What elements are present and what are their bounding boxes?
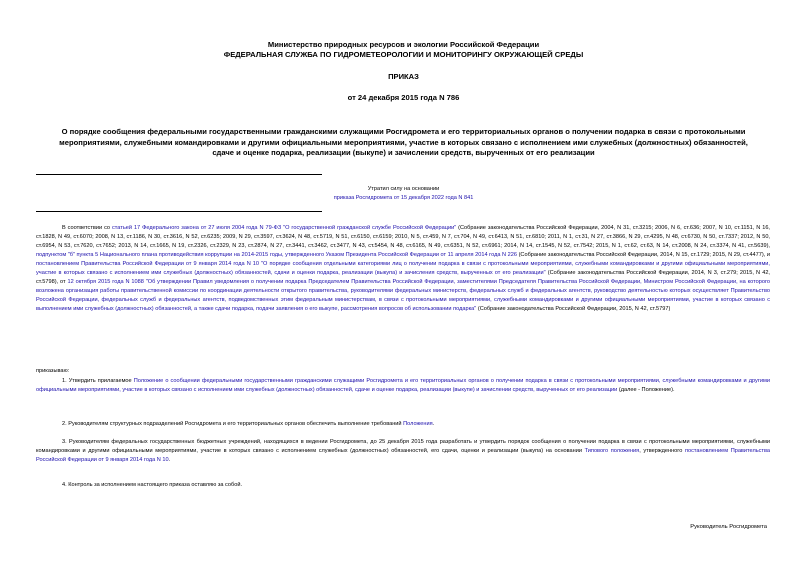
doc-type: ПРИКАЗ (388, 72, 419, 81)
preamble-text-2: (Собрание законодательства Российской Федерации, 2004, N 31, ст.3215; 2006, N 6, ст.636; 2007, N 10, ст.1151, N 16, ст.1828, N 49, ст.6070; 2008, N 13, ст.1186, N 30, ст.3616, N 52, ст.6235; 2009, N 29, ст.3597, ст.3624, N 48, ст.5719, N 51, ст.6150, ст.6159; 2010, N 5, ст.459, N 7, ст.704, N 49, ст.6413, N 51, ст.6810; 2011, N 1, ст.31, N 27, ст.3866, N 29, ст.4295, N 48, ст.6730, N 50, ст.7337; 2012, N 50, ст.6954, N 53, ст.7620, ст.7652; 2013, N 14, ст.1665, N 19, ст.2326, ст.2329, N 23, ст.2874, N 27, ст.3441, ст.3462, ст.3477, N 43, ст.5454, N 48, ст.6165, N 49, ст.6351, N 52, ст.6961; 2014, N 14, ст.1545, N 52, ст.7542; 2015, N 1, ст.62, ст.63, N 14, ст.2008, N 24, ст.3374, N 41, ст.5639), (36, 225, 770, 249)
decree-10-link[interactable]: постановлением Правительства Российской Федерации от 9 января 2014 года N 10 (36, 448, 771, 463)
item-3-text-2: , утвержденного (639, 448, 685, 454)
preamble-text-3: (Собрание законодательства Российской Федерации, 2014, N 15, ст.1729; 2015, N 29, ст.4477), и (516, 252, 770, 258)
ministry-heading: Министерство природных ресурсов и экологии Российской Федерации (267, 40, 540, 49)
status-note-line2 (0, 194, 807, 203)
regulation-requirements-link[interactable]: Положения (403, 421, 433, 427)
item-1-text-1: 1. Утвердить прилагаемое (62, 378, 134, 384)
item-4: 4. Контроль за исполнением настоящего приказа оставляю за собой. (62, 482, 243, 488)
decree-1088-link[interactable]: 12 октября 2015 года N 1088 "Об утверждении Правил уведомления о получении подарка Председателем Правительства Российской Федерации, заместителями Председателя Правительства Российской Федерации, Министром Российской Федерации, на которого возложена организация работы правительственной комиссии по координации деятельности открытого правительства, руководителями федеральных министерств, федеральных служб и федеральных агентств, руководство деятельностью которых осуществляет Правительство Российской Федерации, федеральных служб и федеральных агентств, подведомственных этим федеральным министерствам, в связи с протокольными мероприятиями, служебными командировками и другими официальными мероприятиями, участие в которых связано с выполнением ими служебных (должностных) обязанностей, а также сдачи подарка, подачи заявления о его выкупе, рассмотрения вопросов об использовании подарка" (36, 279, 770, 312)
item-2-text-2: . (432, 421, 435, 427)
signature: Руководитель Росгидромета (690, 524, 767, 530)
federal-law-link[interactable]: статьей 17 Федерального закона от 27 июля 2004 года N 79-ФЗ "О государственной гражданской службе Российской Федерации" (112, 225, 457, 231)
divider-bottom (36, 211, 322, 212)
government-decree-link[interactable]: постановлением Правительства Российской Федерации от 9 января 2014 года N 10 "О порядке сообщения отдельными категориями лиц о получении подарка в связи с протокольными мероприятиями, служебными командировками и другими официальными мероприятиями, участие в которых связано с исполнением ими служебных (должностных) обязанностей, сдачи и оценки подарка, реализации (выкупа) и зачисления средств, вырученных от его реализации" (36, 261, 770, 276)
item-1-text-2: (далее - Положение). (617, 387, 675, 393)
national-plan-link[interactable]: подпунктом "б" пункта 5 Национального плана противодействия коррупции на 2014-2015 годы, утвержденного Указом Президента Российской Федерации от 11 апреля 2014 года N 226 (36, 252, 517, 258)
item-3 (36, 438, 770, 465)
repeal-order-link[interactable]: приказа Росгидромета от 15 декабря 2022 года N 841 (333, 195, 474, 201)
divider-top (36, 174, 322, 175)
order-word: приказываю: (36, 368, 70, 374)
doc-title: О порядке сообщения федеральными государственными гражданскими служащими Росгидромета и его территориальных органов о получении подарка в связи с протокольными мероприятиями, служебными командировками и другими официальными мероприятиями, участие в которых связано с исполнением ими служебных (должностных) обязанностей, сдаче и оценке подарка, реализации (выкупе) и зачислении средств, вырученных от его реализации (59, 127, 748, 157)
item-3-text-1: 3. Руководителям федеральных государственных бюджетных учреждений, находящихся в ведении Росгидромета, до 25 декабря 2015 года разработать и утвердить порядок сообщения о получении подарка в связи с протокольными мероприятиями, служебными командировками и другими официальными мероприятиями, участие в которых связано с исполнением служебных (должностных) обязанностей, его сдачи, оценки и реализации (выкупа) на основании (36, 439, 770, 454)
model-regulation-link[interactable]: Типового положения (584, 448, 640, 454)
preamble-text-4: (Собрание законодательства Российской Федерации, 2014, N 3, ст.279; 2015, N 42, ст.5798), от (36, 270, 770, 285)
regulation-link[interactable]: Положение о сообщении федеральными государственными гражданскими служащими Росгидромета и его территориальных органов о получении подарка в связи с протокольными мероприятиями, служебными командировками и другими официальными мероприятиями, участие в которых связано с исполнением ими служебных (должностных) обязанностей, сдаче и оценке подарка, реализации (выкупе) и зачислении средств, вырученных от его реализации (36, 378, 770, 393)
doc-date: от 24 декабря 2015 года N 786 (347, 93, 460, 102)
preamble-text-1: В соответствии со (62, 225, 112, 231)
preamble-paragraph (36, 224, 770, 314)
item-2 (36, 420, 770, 429)
item-1 (36, 377, 770, 395)
item-3-text-3: . (168, 457, 171, 463)
service-heading: ФЕДЕРАЛЬНАЯ СЛУЖБА ПО ГИДРОМЕТЕОРОЛОГИИ И МОНИТОРИНГУ ОКРУЖАЮЩЕЙ СРЕДЫ (223, 50, 584, 59)
status-note: Утратил силу на основании (367, 186, 440, 192)
item-2-text-1: 2. Руководителям структурных подразделений Росгидромета и его территориальных органов обеспечить выполнение требований (62, 421, 404, 427)
preamble-text-5: (Собрание законодательства Российской Федерации, 2015, N 42, ст.5797) (476, 306, 671, 312)
